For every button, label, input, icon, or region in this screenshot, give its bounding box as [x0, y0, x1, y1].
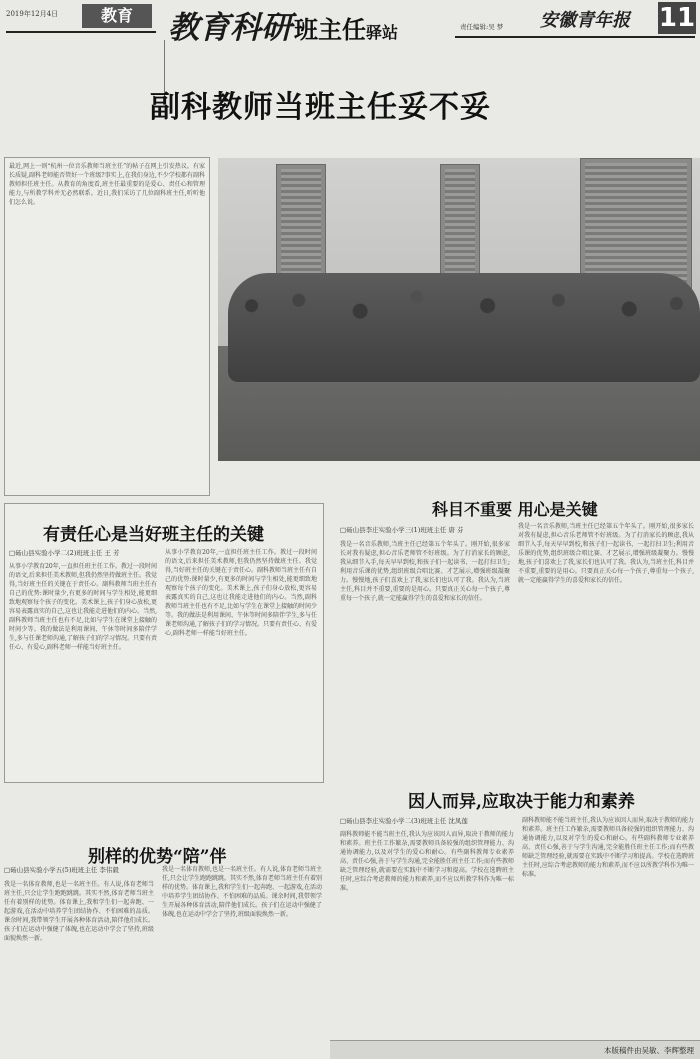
article-2-byline: □砀山县李庄实验小学三(1)班班主任 唐 芬 [340, 526, 464, 534]
intro-text: 最近,网上一则“杭州一位音乐教师当班主任”的帖子在网上引发热议。有家长质疑,副科老师能否管好一个班级?事实上,在我们身边,不少学校都有副科教师担任班主任。从教育的角度看,班主任最重要的是爱心、责任心和管理能力,与所教学科并无必然联系。近日,我们采访了几位副科班主任,听听他们怎么说。 [9, 163, 205, 206]
section-label: 教育 [100, 6, 133, 25]
article-1-headline: 有责任心是当好班主任的关键 [43, 525, 264, 545]
article-4-byline: □砀山县李庄实验小学二(3)班班主任 沈凤莲 [340, 817, 468, 825]
paper-name: 安徽青年报 [540, 10, 630, 31]
masthead-left: 教育科研 [168, 10, 292, 46]
article-2-text-col2: 我是一名音乐教师,当班主任已经第五个年头了。刚开始,很多家长对我有疑虑,担心音乐老师管不好班级。为了打消家长的顾虑,我从细节入手,每天早早到校,和孩子们一起读书、一起打扫卫生;利用音乐课的优势,组织班级合唱比赛、才艺展示,增强班级凝聚力。慢慢地,孩子们喜欢上了我,家长们也认可了我。我认为,当班主任,科目并不重要,重要的是用心。只要真正关心每一个孩子,尊重每一个孩子,就一定能赢得学生的喜爱和家长的信任。 [518, 523, 694, 584]
group-photo [218, 158, 700, 461]
article-4-text: 副科教师能不能当班主任,我认为应该因人而异,取决于教师的能力和素养。班主任工作繁杂,需要教师具备较强的组织管理能力、沟通协调能力,以及对学生的爱心和耐心。有些副科教师专业素养高、责任心强,善于与学生沟通,完全能胜任班主任工作;而有些教师缺乏管理经验,就需要在实践中不断学习和提高。学校在选聘班主任时,应综合考虑教师的能力和素养,而不应以所教学科作为唯一标准。 [340, 831, 514, 892]
article-3-headline: 别样的优势“陪”伴 [88, 847, 227, 867]
footer-credit: 本版稿件由吴敏、李辉整理 [604, 1046, 694, 1055]
article-1 [4, 503, 324, 783]
article-3-text-col2: 我是一名体育教师,也是一名班主任。有人说,体育老师当班主任,只会让学生跑跑跳跳。其实不然,体育老师当班主任有着别样的优势。体育课上,我和学生们一起奔跑、一起游戏,在活动中培养学生团结协作、不怕困难的品质。课余时间,我带领学生开展各种体育活动,陪伴他们成长。孩子们在运动中强健了体魄,也在运动中学会了坚持,班级面貌焕然一新。 [162, 866, 322, 918]
main-headline: 副科教师当班主任妥不妥 [150, 90, 491, 125]
article-1-text-col2: 从事小学教育20年,一直担任班主任工作。教过一段时间的语文,后来担任美术教师,但我仍然坚持做班主任。我觉得,当好班主任的关键在于责任心。副科教师当班主任有自己的优势:课时量少,有更多的时间与学生相处,能更细致地观察每个孩子的变化。美术课上,孩子们身心放松,更容易表露真实的自己,这也让我能走进他们的内心。当然,副科教师当班主任也有不足,比如与学生在课堂上接触的时间少等。我的做法是利用课间、午休等时间多陪伴学生,多与任课老师沟通,了解孩子们的学习情况。只要有责任心、有爱心,副科老师一样能当好班主任。 [165, 549, 317, 637]
article-4-text-col2: 副科教师能不能当班主任,我认为应该因人而异,取决于教师的能力和素养。班主任工作繁杂,需要教师具备较强的组织管理能力、沟通协调能力,以及对学生的爱心和耐心。有些副科教师专业素养高、责任心强,善于与学生沟通,完全能胜任班主任工作;而有些教师缺乏管理经验,就需要在实践中不断学习和提高。学校在选聘班主任时,应综合考虑教师的能力和素养,而不应以所教学科作为唯一标准。 [522, 817, 694, 878]
header-date: 2019年12月4日 [6, 10, 59, 18]
page-number: 11 [658, 3, 696, 33]
article-1-text: 从事小学教育20年,一直担任班主任工作。教过一段时间的语文,后来担任美术教师,但我仍然坚持做班主任。我觉得,当好班主任的关键在于责任心。副科教师当班主任有自己的优势:课时量少,有更多的时间与学生相处,能更细致地观察每个孩子的变化。美术课上,孩子们身心放松,更容易表露真实的自己,这也让我能走进他们的内心。当然,副科教师当班主任也有不足,比如与学生在课堂上接触的时间少等。我的做法是利用课间、午休等时间多陪伴学生,多与任课老师沟通,了解孩子们的学习情况。只要有责任心、有爱心,副科老师一样能当好班主任。 [9, 563, 157, 651]
header-rule-left [6, 31, 156, 33]
article-4-headline: 因人而异,应取决于能力和素养 [408, 792, 635, 812]
section-badge [82, 4, 152, 28]
footer-bar [330, 1040, 700, 1059]
article-1-byline: □砀山县实验小学二(2)班班主任 王 芳 [9, 549, 120, 557]
intro-box [4, 157, 210, 496]
masthead-main: 班主任 [294, 16, 366, 44]
article-2-headline: 科目不重要 用心是关键 [432, 500, 598, 519]
article-2-text: 我是一名音乐教师,当班主任已经第五个年头了。刚开始,很多家长对我有疑虑,担心音乐老师管不好班级。为了打消家长的顾虑,我从细节入手,每天早早到校,和孩子们一起读书、一起打扫卫生;利用音乐课的优势,组织班级合唱比赛、才艺展示,增强班级凝聚力。慢慢地,孩子们喜欢上了我,家长们也认可了我。我认为,当班主任,科目并不重要,重要的是用心。只要真正关心每一个孩子,尊重每一个孩子,就一定能赢得学生的喜爱和家长的信任。 [340, 541, 510, 602]
article-3-text: 我是一名体育教师,也是一名班主任。有人说,体育老师当班主任,只会让学生跑跑跳跳。其实不然,体育老师当班主任有着别样的优势。体育课上,我和学生们一起奔跑、一起游戏,在活动中培养学生团结协作、不怕困难的品质。课余时间,我带领学生开展各种体育活动,陪伴他们成长。孩子们在运动中强健了体魄,也在运动中学会了坚持,班级面貌焕然一新。 [4, 881, 154, 942]
article-3-byline: □砀山县实验小学五(5)班班主任 李伟毅 [4, 866, 119, 874]
editor-credit: 责任编辑:吴 梦 [460, 23, 504, 31]
masthead-title [168, 2, 399, 46]
masthead-suffix: 驿站 [366, 23, 399, 42]
header-rule-right [455, 36, 695, 38]
